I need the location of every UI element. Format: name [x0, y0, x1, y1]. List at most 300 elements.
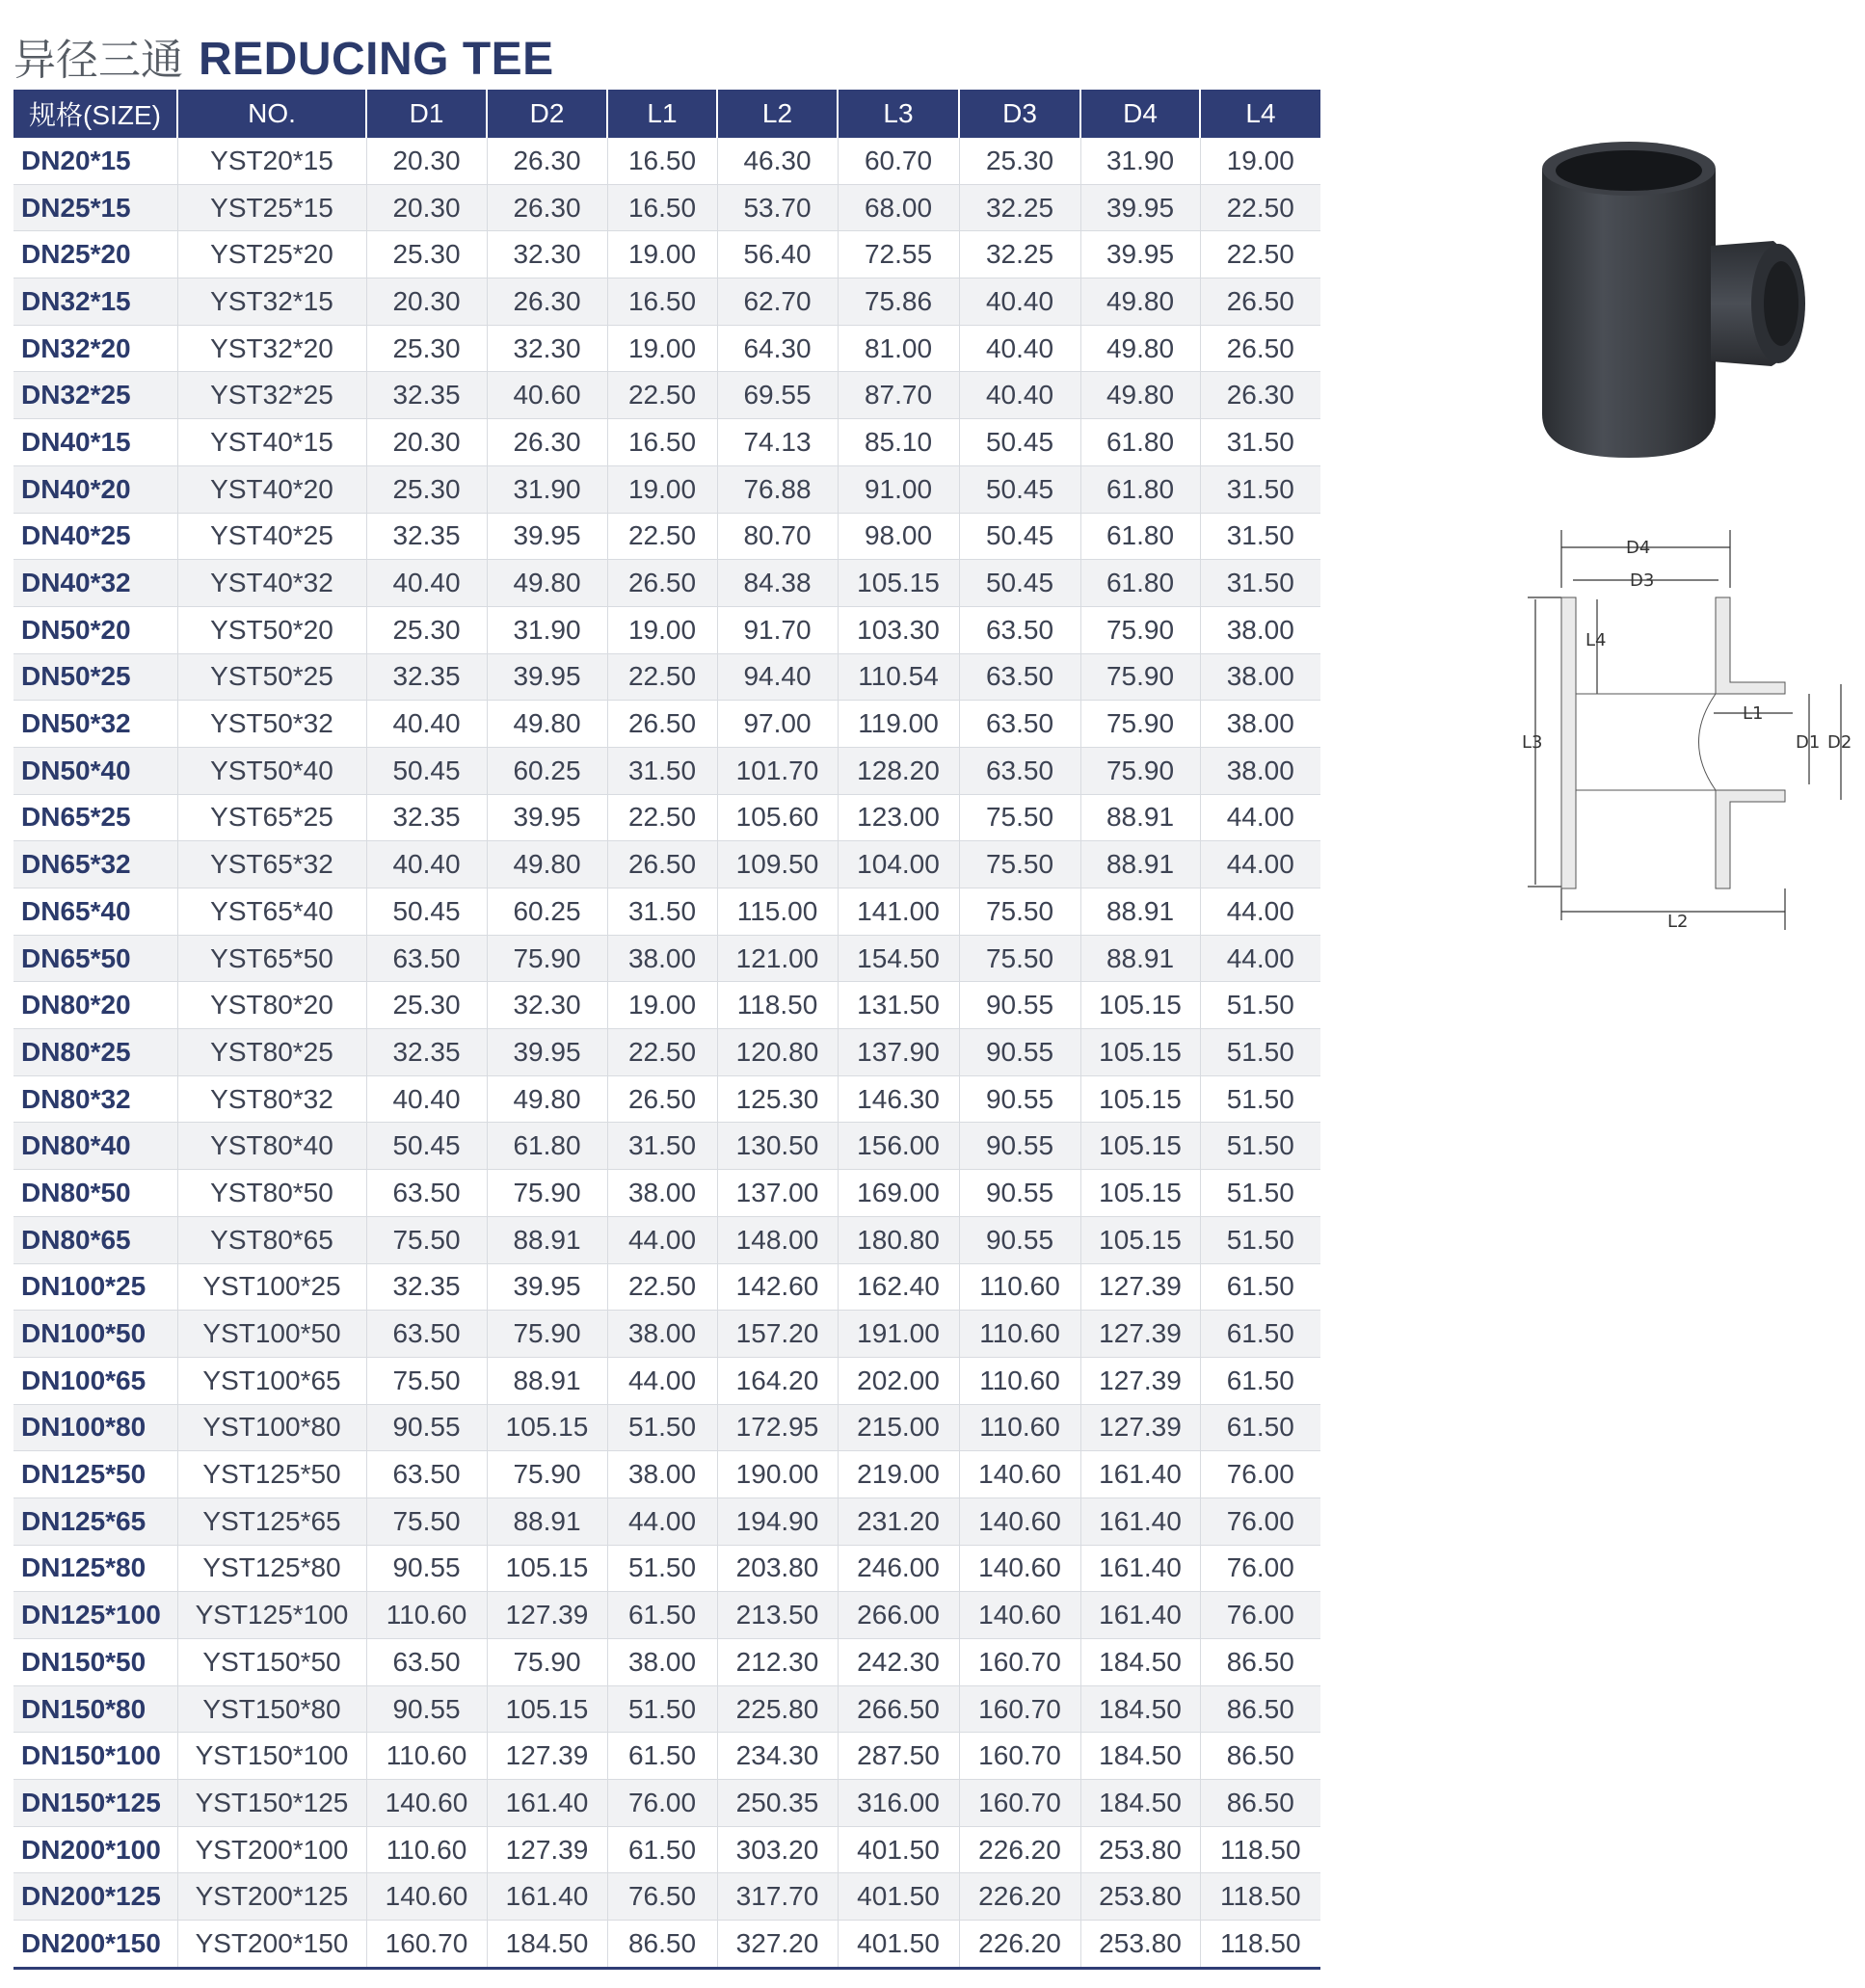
part-number-cell: YST100*50 — [177, 1311, 366, 1358]
dimension-cell: 19.00 — [607, 231, 717, 278]
table-row — [13, 794, 1320, 841]
dimension-cell: 32.35 — [366, 1029, 487, 1076]
dimension-cell: 32.35 — [366, 653, 487, 701]
dimension-cell: 63.50 — [366, 935, 487, 982]
part-number-cell: YST40*25 — [177, 513, 366, 560]
dimension-cell: 63.50 — [366, 1639, 487, 1686]
dimension-cell: 97.00 — [717, 701, 838, 748]
size-cell: DN20*15 — [13, 138, 177, 184]
dimension-cell: 140.60 — [366, 1873, 487, 1921]
dimension-cell: 215.00 — [838, 1404, 959, 1451]
dimension-cell: 161.40 — [487, 1873, 607, 1921]
dimension-cell: 75.90 — [487, 935, 607, 982]
dimension-cell: 225.80 — [717, 1685, 838, 1733]
dimension-cell: 75.50 — [366, 1498, 487, 1545]
dimension-cell: 40.40 — [959, 372, 1080, 419]
dimension-cell: 19.00 — [607, 325, 717, 372]
column-header: L4 — [1200, 90, 1320, 138]
part-number-cell: YST150*50 — [177, 1639, 366, 1686]
dimension-cell: 120.80 — [717, 1029, 838, 1076]
size-cell: DN150*50 — [13, 1639, 177, 1686]
dimension-cell: 131.50 — [838, 982, 959, 1029]
dimension-cell: 253.80 — [1080, 1873, 1200, 1921]
dimension-cell: 91.00 — [838, 465, 959, 513]
dimension-cell: 44.00 — [607, 1498, 717, 1545]
dimension-cell: 50.45 — [959, 560, 1080, 607]
dimension-cell: 231.20 — [838, 1498, 959, 1545]
part-number-cell: YST100*65 — [177, 1357, 366, 1404]
dimension-cell: 123.00 — [838, 794, 959, 841]
dimension-cell: 25.30 — [366, 606, 487, 653]
dimension-cell: 160.70 — [366, 1921, 487, 1969]
part-number-cell: YST125*65 — [177, 1498, 366, 1545]
size-cell: DN40*15 — [13, 419, 177, 466]
column-header: D4 — [1080, 90, 1200, 138]
dimension-cell: 40.40 — [959, 278, 1080, 326]
dimension-cell: 60.70 — [838, 138, 959, 184]
table-row — [13, 1498, 1320, 1545]
dimension-cell: 31.50 — [1200, 560, 1320, 607]
size-cell: DN50*25 — [13, 653, 177, 701]
dimension-cell: 203.80 — [717, 1545, 838, 1592]
dimension-cell: 105.15 — [487, 1685, 607, 1733]
dimension-cell: 75.90 — [487, 1639, 607, 1686]
dimension-cell: 287.50 — [838, 1733, 959, 1780]
dimension-cell: 60.25 — [487, 747, 607, 794]
dimension-cell: 316.00 — [838, 1780, 959, 1827]
dimension-cell: 266.00 — [838, 1592, 959, 1639]
part-number-cell: YST65*50 — [177, 935, 366, 982]
table-row — [13, 1216, 1320, 1263]
dimension-cell: 110.60 — [959, 1263, 1080, 1311]
dimension-cell: 19.00 — [607, 465, 717, 513]
dimension-cell: 74.13 — [717, 419, 838, 466]
column-header: L2 — [717, 90, 838, 138]
part-number-cell: YST25*15 — [177, 184, 366, 231]
table-row — [13, 606, 1320, 653]
table-row — [13, 1451, 1320, 1498]
column-header: D2 — [487, 90, 607, 138]
dimension-cell: 44.00 — [1200, 888, 1320, 936]
dimension-cell: 75.50 — [366, 1357, 487, 1404]
dimension-cell: 51.50 — [1200, 1216, 1320, 1263]
table-row — [13, 1545, 1320, 1592]
dimension-cell: 86.50 — [1200, 1639, 1320, 1686]
dimension-cell: 62.70 — [717, 278, 838, 326]
part-number-cell: YST200*100 — [177, 1826, 366, 1873]
dimension-cell: 118.50 — [1200, 1921, 1320, 1969]
dimension-cell: 253.80 — [1080, 1921, 1200, 1969]
dimension-cell: 39.95 — [1080, 184, 1200, 231]
dimension-cell: 110.60 — [959, 1311, 1080, 1358]
dimension-cell: 86.50 — [1200, 1733, 1320, 1780]
dimension-cell: 184.50 — [1080, 1685, 1200, 1733]
dimension-cell: 88.91 — [1080, 841, 1200, 888]
dimension-cell: 303.20 — [717, 1826, 838, 1873]
dimension-cell: 202.00 — [838, 1357, 959, 1404]
dimension-cell: 105.60 — [717, 794, 838, 841]
dimension-cell: 84.38 — [717, 560, 838, 607]
dimension-cell: 51.50 — [1200, 1170, 1320, 1217]
table-row — [13, 372, 1320, 419]
dimension-cell: 16.50 — [607, 138, 717, 184]
dimension-cell: 127.39 — [1080, 1263, 1200, 1311]
dimension-cell: 75.90 — [1080, 653, 1200, 701]
dimension-cell: 50.45 — [959, 419, 1080, 466]
title-english: REDUCING TEE — [199, 34, 554, 85]
dimension-cell: 38.00 — [1200, 606, 1320, 653]
dimension-cell: 86.50 — [607, 1921, 717, 1969]
size-cell: DN125*100 — [13, 1592, 177, 1639]
part-number-cell: YST150*125 — [177, 1780, 366, 1827]
dimension-cell: 50.45 — [959, 465, 1080, 513]
dimension-cell: 101.70 — [717, 747, 838, 794]
dimension-cell: 118.50 — [1200, 1873, 1320, 1921]
size-cell: DN65*50 — [13, 935, 177, 982]
dimension-cell: 32.35 — [366, 513, 487, 560]
size-cell: DN200*100 — [13, 1826, 177, 1873]
dimension-cell: 44.00 — [1200, 794, 1320, 841]
dimension-cell: 98.00 — [838, 513, 959, 560]
size-cell: DN65*32 — [13, 841, 177, 888]
dimension-cell: 20.30 — [366, 278, 487, 326]
dimension-cell: 64.30 — [717, 325, 838, 372]
table-header-row — [13, 90, 1320, 138]
dimension-cell: 94.40 — [717, 653, 838, 701]
dimension-cell: 160.70 — [959, 1733, 1080, 1780]
column-header: L3 — [838, 90, 959, 138]
dimension-cell: 76.00 — [1200, 1451, 1320, 1498]
dimension-cell: 53.70 — [717, 184, 838, 231]
dimension-cell: 118.50 — [717, 982, 838, 1029]
dimension-cell: 104.00 — [838, 841, 959, 888]
table-row — [13, 184, 1320, 231]
dimension-cell: 137.00 — [717, 1170, 838, 1217]
dimension-cell: 40.40 — [366, 841, 487, 888]
dimension-cell: 88.91 — [1080, 794, 1200, 841]
dimension-cell: 105.15 — [487, 1545, 607, 1592]
dimension-cell: 31.50 — [607, 1123, 717, 1170]
dimension-cell: 118.50 — [1200, 1826, 1320, 1873]
table-row — [13, 1873, 1320, 1921]
dimension-cell: 90.55 — [959, 1170, 1080, 1217]
dimension-cell: 161.40 — [487, 1780, 607, 1827]
dimension-cell: 105.15 — [1080, 1216, 1200, 1263]
dimension-cell: 140.60 — [959, 1451, 1080, 1498]
dimension-cell: 61.50 — [607, 1826, 717, 1873]
dimension-cell: 161.40 — [1080, 1592, 1200, 1639]
part-number-cell: YST65*40 — [177, 888, 366, 936]
dimension-cell: 127.39 — [1080, 1311, 1200, 1358]
dimension-cell: 242.30 — [838, 1639, 959, 1686]
size-cell: DN65*25 — [13, 794, 177, 841]
dimension-cell: 246.00 — [838, 1545, 959, 1592]
dimension-cell: 75.50 — [959, 841, 1080, 888]
size-cell: DN80*50 — [13, 1170, 177, 1217]
dimension-cell: 184.50 — [1080, 1780, 1200, 1827]
reducing-tee-photo — [1532, 135, 1822, 467]
dimension-cell: 226.20 — [959, 1873, 1080, 1921]
dimension-cell: 327.20 — [717, 1921, 838, 1969]
size-cell: DN200*125 — [13, 1873, 177, 1921]
dimension-cell: 32.35 — [366, 794, 487, 841]
dimension-cell: 121.00 — [717, 935, 838, 982]
spec-table — [13, 90, 1320, 1970]
dimension-cell: 140.60 — [366, 1780, 487, 1827]
dimension-cell: 50.45 — [366, 747, 487, 794]
dimension-cell: 76.50 — [607, 1873, 717, 1921]
part-number-cell: YST125*80 — [177, 1545, 366, 1592]
column-header: L1 — [607, 90, 717, 138]
dimension-cell: 32.30 — [487, 325, 607, 372]
dimension-cell: 63.50 — [366, 1170, 487, 1217]
dimension-cell: 75.90 — [1080, 606, 1200, 653]
dimension-cell: 22.50 — [607, 513, 717, 560]
dimension-cell: 51.50 — [1200, 1029, 1320, 1076]
dimension-cell: 76.00 — [1200, 1592, 1320, 1639]
table-row — [13, 982, 1320, 1029]
dimension-cell: 115.00 — [717, 888, 838, 936]
dimension-cell: 213.50 — [717, 1592, 838, 1639]
table-row — [13, 1780, 1320, 1827]
dimension-cell: 26.30 — [1200, 372, 1320, 419]
dimension-cell: 75.50 — [959, 888, 1080, 936]
dimension-cell: 234.30 — [717, 1733, 838, 1780]
dimension-cell: 119.00 — [838, 701, 959, 748]
dimension-cell: 19.00 — [607, 982, 717, 1029]
part-number-cell: YST80*25 — [177, 1029, 366, 1076]
table-row — [13, 1639, 1320, 1686]
dimension-cell: 38.00 — [607, 1451, 717, 1498]
table-row — [13, 1075, 1320, 1123]
dimension-cell: 22.50 — [1200, 184, 1320, 231]
part-number-cell: YST25*20 — [177, 231, 366, 278]
dimension-cell: 127.39 — [487, 1592, 607, 1639]
dimension-cell: 63.50 — [959, 747, 1080, 794]
size-cell: DN32*20 — [13, 325, 177, 372]
size-cell: DN80*20 — [13, 982, 177, 1029]
dimension-cell: 81.00 — [838, 325, 959, 372]
dimension-cell: 103.30 — [838, 606, 959, 653]
dimension-cell: 253.80 — [1080, 1826, 1200, 1873]
dimension-cell: 32.35 — [366, 1263, 487, 1311]
dimension-cell: 40.40 — [959, 325, 1080, 372]
table-row — [13, 1170, 1320, 1217]
dimension-cell: 32.30 — [487, 982, 607, 1029]
dimension-cell: 26.30 — [487, 278, 607, 326]
table-row — [13, 325, 1320, 372]
part-number-cell: YST100*80 — [177, 1404, 366, 1451]
dimension-cell: 75.50 — [959, 794, 1080, 841]
table-row — [13, 419, 1320, 466]
dimension-cell: 141.00 — [838, 888, 959, 936]
dimension-cell: 154.50 — [838, 935, 959, 982]
dimension-cell: 40.40 — [366, 1075, 487, 1123]
dimension-cell: 49.80 — [487, 1075, 607, 1123]
size-cell: DN100*25 — [13, 1263, 177, 1311]
dimension-cell: 20.30 — [366, 184, 487, 231]
dimension-cell: 26.50 — [607, 560, 717, 607]
dimension-cell: 140.60 — [959, 1545, 1080, 1592]
dimension-cell: 61.50 — [1200, 1357, 1320, 1404]
size-cell: DN100*80 — [13, 1404, 177, 1451]
dimension-cell: 75.50 — [959, 935, 1080, 982]
dimension-cell: 161.40 — [1080, 1451, 1200, 1498]
dimension-cell: 44.00 — [607, 1216, 717, 1263]
dimension-cell: 49.80 — [487, 560, 607, 607]
size-cell: DN50*40 — [13, 747, 177, 794]
dimension-cell: 20.30 — [366, 419, 487, 466]
table-row — [13, 1311, 1320, 1358]
dimension-cell: 137.90 — [838, 1029, 959, 1076]
dimension-cell: 46.30 — [717, 138, 838, 184]
dimension-cell: 90.55 — [959, 1075, 1080, 1123]
dimension-cell: 50.45 — [366, 1123, 487, 1170]
dimension-cell: 32.25 — [959, 184, 1080, 231]
dimension-cell: 75.90 — [487, 1170, 607, 1217]
dimension-cell: 49.80 — [1080, 278, 1200, 326]
dimension-cell: 16.50 — [607, 278, 717, 326]
dimension-cell: 90.55 — [959, 982, 1080, 1029]
dimension-cell: 110.54 — [838, 653, 959, 701]
size-cell: DN50*20 — [13, 606, 177, 653]
dimension-cell: 226.20 — [959, 1826, 1080, 1873]
label-d4: D4 — [1626, 538, 1651, 558]
dimension-cell: 40.60 — [487, 372, 607, 419]
dimension-diagram — [1508, 530, 1865, 944]
dimension-cell: 142.60 — [717, 1263, 838, 1311]
size-cell: DN40*20 — [13, 465, 177, 513]
dimension-cell: 22.50 — [607, 653, 717, 701]
dimension-cell: 44.00 — [1200, 935, 1320, 982]
dimension-cell: 90.55 — [366, 1685, 487, 1733]
table-row — [13, 1921, 1320, 1969]
dimension-cell: 51.50 — [1200, 1123, 1320, 1170]
dimension-cell: 128.20 — [838, 747, 959, 794]
part-number-cell: YST40*32 — [177, 560, 366, 607]
dimension-cell: 26.50 — [1200, 325, 1320, 372]
table-row — [13, 701, 1320, 748]
dimension-cell: 31.90 — [487, 606, 607, 653]
dimension-cell: 32.25 — [959, 231, 1080, 278]
dimension-cell: 20.30 — [366, 138, 487, 184]
title-chinese: 异径三通 — [13, 36, 183, 85]
dimension-cell: 161.40 — [1080, 1498, 1200, 1545]
dimension-cell: 190.00 — [717, 1451, 838, 1498]
size-cell: DN32*25 — [13, 372, 177, 419]
dimension-cell: 26.30 — [487, 138, 607, 184]
size-cell: DN80*40 — [13, 1123, 177, 1170]
dimension-cell: 63.50 — [366, 1451, 487, 1498]
dimension-cell: 172.95 — [717, 1404, 838, 1451]
dimension-cell: 86.50 — [1200, 1685, 1320, 1733]
dimension-cell: 110.60 — [366, 1826, 487, 1873]
table-row — [13, 560, 1320, 607]
dimension-cell: 91.70 — [717, 606, 838, 653]
dimension-cell: 61.80 — [1080, 419, 1200, 466]
size-cell: DN25*20 — [13, 231, 177, 278]
dimension-cell: 61.80 — [1080, 513, 1200, 560]
dimension-cell: 72.55 — [838, 231, 959, 278]
table-row — [13, 465, 1320, 513]
dimension-cell: 69.55 — [717, 372, 838, 419]
table-row — [13, 1357, 1320, 1404]
dimension-cell: 63.50 — [959, 606, 1080, 653]
dimension-cell: 90.55 — [959, 1123, 1080, 1170]
dimension-cell: 19.00 — [1200, 138, 1320, 184]
dimension-cell: 61.50 — [1200, 1263, 1320, 1311]
label-d3: D3 — [1630, 570, 1655, 591]
label-d1: D1 — [1796, 732, 1821, 753]
dimension-cell: 25.30 — [366, 982, 487, 1029]
dimension-cell: 80.70 — [717, 513, 838, 560]
dimension-cell: 31.50 — [1200, 465, 1320, 513]
dimension-cell: 127.39 — [1080, 1357, 1200, 1404]
part-number-cell: YST80*20 — [177, 982, 366, 1029]
dimension-cell: 25.30 — [366, 325, 487, 372]
dimension-cell: 105.15 — [838, 560, 959, 607]
dimension-cell: 110.60 — [366, 1733, 487, 1780]
dimension-cell: 85.10 — [838, 419, 959, 466]
dimension-cell: 31.50 — [607, 747, 717, 794]
size-cell: DN25*15 — [13, 184, 177, 231]
part-number-cell: YST80*32 — [177, 1075, 366, 1123]
dimension-cell: 26.30 — [487, 184, 607, 231]
dimension-cell: 49.80 — [487, 841, 607, 888]
dimension-cell: 31.50 — [607, 888, 717, 936]
dimension-cell: 32.30 — [487, 231, 607, 278]
part-number-cell: YST65*32 — [177, 841, 366, 888]
size-cell: DN200*150 — [13, 1921, 177, 1969]
part-number-cell: YST80*50 — [177, 1170, 366, 1217]
table-row — [13, 1404, 1320, 1451]
size-cell: DN80*25 — [13, 1029, 177, 1076]
dimension-cell: 75.90 — [1080, 747, 1200, 794]
size-cell: DN100*50 — [13, 1311, 177, 1358]
dimension-cell: 38.00 — [607, 1639, 717, 1686]
size-cell: DN50*32 — [13, 701, 177, 748]
dimension-cell: 51.50 — [1200, 1075, 1320, 1123]
dimension-cell: 49.80 — [1080, 372, 1200, 419]
dimension-cell: 39.95 — [487, 1029, 607, 1076]
column-header: D3 — [959, 90, 1080, 138]
table-row — [13, 1826, 1320, 1873]
dimension-cell: 90.55 — [366, 1404, 487, 1451]
dimension-cell: 127.39 — [487, 1826, 607, 1873]
dimension-cell: 160.70 — [959, 1685, 1080, 1733]
part-number-cell: YST50*32 — [177, 701, 366, 748]
dimension-cell: 317.70 — [717, 1873, 838, 1921]
part-number-cell: YST32*25 — [177, 372, 366, 419]
dimension-cell: 56.40 — [717, 231, 838, 278]
dimension-cell: 105.15 — [1080, 1075, 1200, 1123]
size-cell: DN80*65 — [13, 1216, 177, 1263]
size-cell: DN80*32 — [13, 1075, 177, 1123]
table-row — [13, 1029, 1320, 1076]
dimension-cell: 44.00 — [607, 1357, 717, 1404]
dimension-cell: 61.50 — [607, 1592, 717, 1639]
dimension-cell: 184.50 — [1080, 1639, 1200, 1686]
dimension-cell: 110.60 — [366, 1592, 487, 1639]
dimension-cell: 90.55 — [959, 1029, 1080, 1076]
dimension-cell: 38.00 — [607, 1311, 717, 1358]
table-row — [13, 935, 1320, 982]
dimension-cell: 401.50 — [838, 1826, 959, 1873]
dimension-cell: 148.00 — [717, 1216, 838, 1263]
dimension-cell: 75.90 — [1080, 701, 1200, 748]
size-cell: DN125*80 — [13, 1545, 177, 1592]
dimension-cell: 226.20 — [959, 1921, 1080, 1969]
